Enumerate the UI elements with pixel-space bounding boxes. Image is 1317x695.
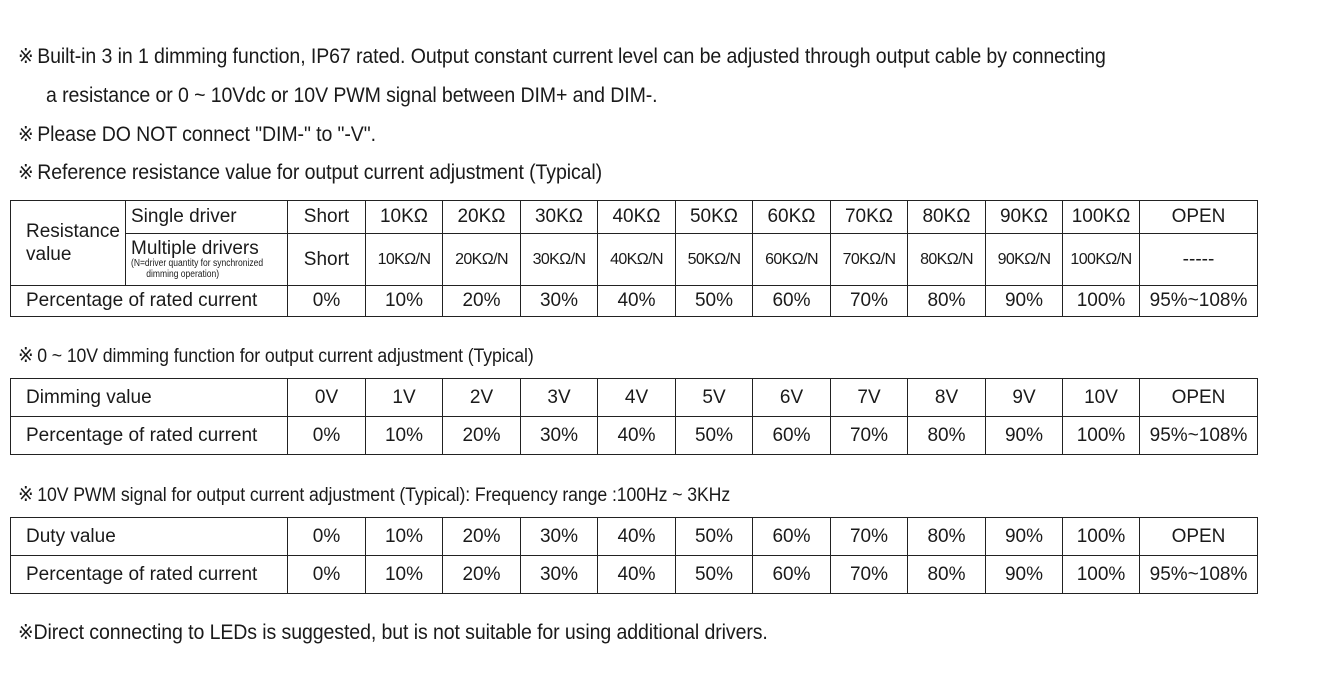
duty-value-cell: 100% — [1063, 518, 1140, 556]
dimming-value-cell: 10V — [1063, 379, 1140, 417]
pct-value-cell: 80% — [908, 417, 986, 455]
multi-value-cell: 70KΩ/N — [831, 234, 908, 286]
pct-value-cell: 95%~108% — [1140, 417, 1258, 455]
single-value-cell: 50KΩ — [676, 201, 753, 234]
table-row — [11, 417, 1258, 455]
pct-value-cell: 50% — [676, 417, 753, 455]
resistance-label-line2: value — [26, 244, 72, 265]
multi-value-cell: 90KΩ/N — [986, 234, 1063, 286]
multi-value-cell: 100KΩ/N — [1063, 234, 1140, 286]
pct-value-cell: 50% — [676, 556, 753, 594]
dimming-value-cell: 8V — [908, 379, 986, 417]
reference-mark-icon: ※ — [18, 122, 34, 146]
single-value-cell: 70KΩ — [831, 201, 908, 234]
pct-value-cell: 0% — [288, 556, 366, 594]
multi-value-cell: 60KΩ/N — [753, 234, 831, 286]
pct-value-cell: 40% — [598, 556, 676, 594]
multi-value-cell: 80KΩ/N — [908, 234, 986, 286]
duty-value-cell: 10% — [366, 518, 443, 556]
multiple-drivers-note-line2: dimming operation) — [146, 268, 220, 280]
pct-rated-current-label: Percentage of rated current — [11, 417, 288, 455]
single-value-cell: 80KΩ — [908, 201, 986, 234]
note-voltage-heading-text: 0 ~ 10V dimming function for output current adjustment (Typical) — [37, 346, 534, 367]
single-value-cell: 10KΩ — [366, 201, 443, 234]
pct-value-cell: 40% — [598, 417, 676, 455]
pct-value-cell: 100% — [1063, 556, 1140, 594]
single-value-cell: 100KΩ — [1063, 201, 1140, 234]
pct-value-cell: 95%~108% — [1140, 556, 1258, 594]
multi-value-cell: 20KΩ/N — [443, 234, 521, 286]
single-value-cell: OPEN — [1140, 201, 1258, 234]
single-value-cell: 90KΩ — [986, 201, 1063, 234]
dimming-value-cell: 4V — [598, 379, 676, 417]
pct-value-cell: 30% — [521, 417, 598, 455]
table-row — [11, 518, 1258, 556]
note-direct-connecting — [18, 620, 768, 645]
table-row — [11, 379, 1258, 417]
multi-value-cell: ----- — [1140, 234, 1258, 286]
single-value-cell: Short — [288, 201, 366, 234]
single-value-cell: 60KΩ — [753, 201, 831, 234]
duty-value-cell: 70% — [831, 518, 908, 556]
multi-value-cell: 10KΩ/N — [366, 234, 443, 286]
note-pwm-heading-text: 10V PWM signal for output current adjustment (Typical): Frequency range :100Hz ~ 3KHz — [37, 485, 731, 506]
dimming-value-cell: 9V — [986, 379, 1063, 417]
multiple-drivers-title: Multiple drivers — [131, 237, 259, 259]
single-value-cell: 30KΩ — [521, 201, 598, 234]
duty-value-cell: 50% — [676, 518, 753, 556]
note-builtin-dimming-text: Built-in 3 in 1 dimming function, IP67 rated. Output constant current level can be adjusted through output cable by connecting — [37, 45, 1106, 68]
duty-value-cell: 30% — [521, 518, 598, 556]
pct-value-cell: 70% — [831, 417, 908, 455]
dimming-value-label: Dimming value — [11, 379, 288, 417]
multiple-drivers-label — [126, 234, 288, 286]
pct-value-cell: 100% — [1063, 286, 1140, 317]
note-do-not-connect — [18, 122, 376, 147]
pct-value-cell: 20% — [443, 286, 521, 317]
dimming-value-cell: 1V — [366, 379, 443, 417]
voltage-dimming-table — [10, 378, 1258, 455]
pwm-table — [10, 517, 1258, 594]
note-builtin-dimming-cont: a resistance or 0 ~ 10Vdc or 10V PWM signal between DIM+ and DIM-. — [46, 84, 658, 107]
table-row — [11, 556, 1258, 594]
reference-mark-icon: ※ — [18, 160, 34, 184]
pct-value-cell: 0% — [288, 286, 366, 317]
dimming-value-cell: 7V — [831, 379, 908, 417]
pct-value-cell: 40% — [598, 286, 676, 317]
note-direct-connecting-text: Direct connecting to LEDs is suggested, but is not suitable for using additional drivers. — [33, 621, 768, 644]
note-resistance-heading-text: Reference resistance value for output current adjustment (Typical) — [37, 161, 603, 184]
duty-value-cell: 90% — [986, 518, 1063, 556]
dimming-value-cell: 0V — [288, 379, 366, 417]
duty-value-cell: 40% — [598, 518, 676, 556]
reference-mark-icon: ※ — [18, 44, 34, 68]
table-row — [11, 201, 1258, 234]
note-builtin-dimming — [18, 44, 1106, 69]
pct-value-cell: 90% — [986, 417, 1063, 455]
multi-value-cell: 40KΩ/N — [598, 234, 676, 286]
duty-value-cell: 60% — [753, 518, 831, 556]
resistance-table — [10, 200, 1258, 317]
single-value-cell: 40KΩ — [598, 201, 676, 234]
pct-value-cell: 95%~108% — [1140, 286, 1258, 317]
dimming-value-cell: 6V — [753, 379, 831, 417]
note-do-not-connect-text: Please DO NOT connect "DIM-" to "-V". — [37, 123, 376, 146]
reference-mark-icon: ※ — [18, 482, 34, 506]
pct-value-cell: 80% — [908, 556, 986, 594]
pct-value-cell: 10% — [366, 556, 443, 594]
pct-value-cell: 70% — [831, 286, 908, 317]
pct-value-cell: 90% — [986, 286, 1063, 317]
duty-value-cell: 20% — [443, 518, 521, 556]
pct-value-cell: 30% — [521, 286, 598, 317]
pct-value-cell: 30% — [521, 556, 598, 594]
resistance-value-label — [11, 201, 126, 286]
note-voltage-heading — [18, 343, 534, 368]
pct-value-cell: 80% — [908, 286, 986, 317]
reference-mark-icon: ※ — [18, 620, 34, 644]
duty-value-label: Duty value — [11, 518, 288, 556]
note-resistance-heading — [18, 160, 602, 185]
pct-value-cell: 90% — [986, 556, 1063, 594]
pct-value-cell: 50% — [676, 286, 753, 317]
pct-value-cell: 60% — [753, 286, 831, 317]
dimming-value-cell: 2V — [443, 379, 521, 417]
duty-value-cell: OPEN — [1140, 518, 1258, 556]
single-value-cell: 20KΩ — [443, 201, 521, 234]
table-row — [11, 286, 1258, 317]
pct-rated-current-label: Percentage of rated current — [11, 556, 288, 594]
resistance-label-line1: Resistance — [26, 221, 120, 242]
multi-value-cell: 30KΩ/N — [521, 234, 598, 286]
pct-value-cell: 20% — [443, 417, 521, 455]
pct-value-cell: 10% — [366, 417, 443, 455]
reference-mark-icon: ※ — [18, 343, 34, 367]
dimming-value-cell: OPEN — [1140, 379, 1258, 417]
pct-value-cell: 60% — [753, 556, 831, 594]
pct-value-cell: 10% — [366, 286, 443, 317]
pct-rated-current-label: Percentage of rated current — [11, 286, 288, 317]
multiple-drivers-note-line1: (N=driver quantity for synchronized — [131, 257, 264, 269]
duty-value-cell: 80% — [908, 518, 986, 556]
pct-value-cell: 20% — [443, 556, 521, 594]
dimming-value-cell: 5V — [676, 379, 753, 417]
pct-value-cell: 100% — [1063, 417, 1140, 455]
pct-value-cell: 70% — [831, 556, 908, 594]
note-pwm-heading — [18, 482, 730, 507]
multi-value-cell: Short — [288, 234, 366, 286]
dimming-value-cell: 3V — [521, 379, 598, 417]
pct-value-cell: 0% — [288, 417, 366, 455]
pct-value-cell: 60% — [753, 417, 831, 455]
multi-value-cell: 50KΩ/N — [676, 234, 753, 286]
table-row — [11, 234, 1258, 286]
single-driver-label: Single driver — [126, 201, 288, 234]
duty-value-cell: 0% — [288, 518, 366, 556]
